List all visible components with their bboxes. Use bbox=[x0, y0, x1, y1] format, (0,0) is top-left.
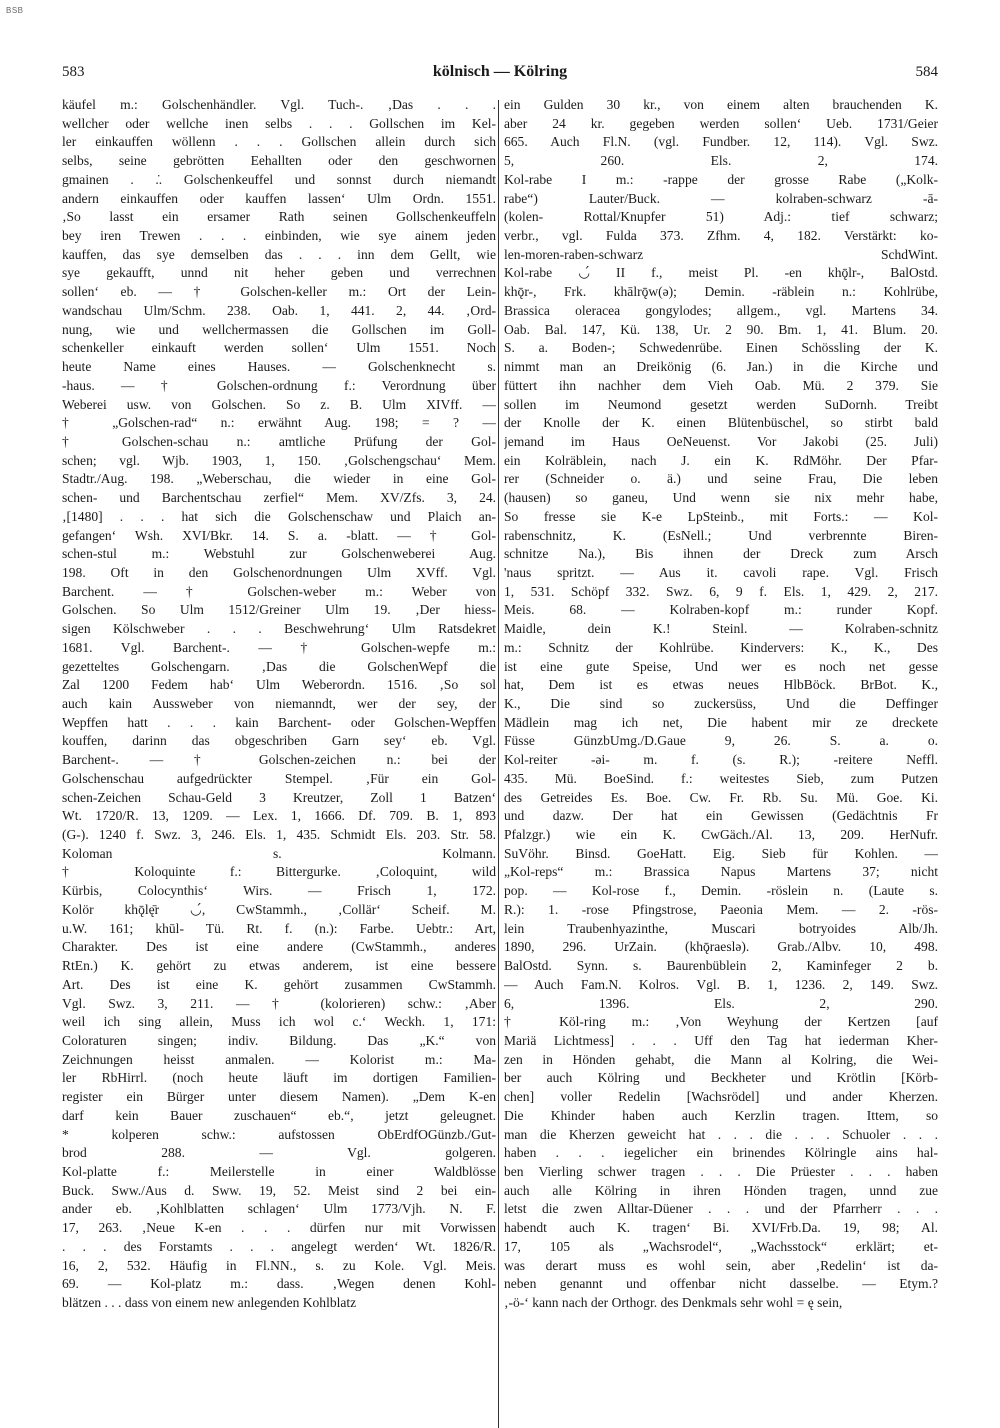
text-line: Art. Des ist eine K. gehört zusammen CwStammh. bbox=[62, 976, 496, 992]
text-line: RtEn.) K. gehört zu etwas anderem, ist eine bessere bbox=[62, 958, 496, 974]
text-line: Golschenschau aufgedrückter Stempel. ‚Für ein Gol- bbox=[62, 770, 496, 786]
text-line: „Kol-reps“ m.: Brassica Napus Martens 37; nicht bbox=[504, 864, 938, 880]
text-line: ler einkauffen wöllenn . . . Gollschen allein durch sich bbox=[62, 134, 496, 150]
text-line: Kol-rabe ◡́ II f., meist Pl. -en khǭlr-, BalOstd. bbox=[504, 265, 938, 281]
text-line: SuVöhr. Binsd. GoeHatt. Eig. Sieb für Kohlen. — bbox=[504, 845, 938, 861]
text-line: sigen Kölschweber . . . Beschwehrung‘ Ulm Ratsdekret bbox=[62, 621, 496, 637]
text-line: ben Vierling schwer tragen . . . Die Prüester . . . haben bbox=[504, 1163, 938, 1179]
text-line: 665. Auch Fl.N. (vgl. Fundber. 12, 114). Vgl. Swz. bbox=[504, 134, 938, 150]
text-line: (hausen) so ganeu, Und wenn sie nix mehr habe, bbox=[504, 490, 938, 506]
text-line: 17, 263. ‚Neue K-en . . . dürfen nur mit Vorwissen bbox=[62, 1220, 496, 1236]
text-line: Mariä Lichtmess] . . . Uff den Tag hat iederman Kher- bbox=[504, 1032, 938, 1048]
text-line: haben . . . iegelicher ein brinendes Kölringle ains hal- bbox=[504, 1145, 938, 1161]
text-line: Buck. Sww./Aus d. Sww. 19, 52. Meist sind 2 bei ein- bbox=[62, 1182, 496, 1198]
text-line: rabe“) Lauter/Buck. — kolraben-schwarz -ā- bbox=[504, 190, 938, 206]
text-line: 16, 2, 532. Häufig in Fl.NN., s. zu Kole. Vgl. Meis. bbox=[62, 1257, 496, 1273]
text-line: nung, wie und wellchermassen die Gollschen im Goll- bbox=[62, 321, 496, 337]
column-divider bbox=[498, 100, 499, 1428]
text-line: rabenschnitz, K. (EsNell.; Und verbrennte Biren- bbox=[504, 527, 938, 543]
text-line: schen; vgl. Wjb. 1903, 1, 150. ‚Golschengschau‘ Mem. bbox=[62, 452, 496, 468]
text-line: Coloraturen singen; indiv. Bildung. Das „K.“ von bbox=[62, 1032, 496, 1048]
text-line: ander eb. ‚Kohlblatten schlagen‘ Ulm 1773/Vjh. N. F. bbox=[62, 1201, 496, 1217]
text-line: Barchent-. — † Golschen-zeichen n.: bei der bbox=[62, 752, 496, 768]
text-line: Charakter. Des ist eine andere (CwStammh., anderes bbox=[62, 939, 496, 955]
text-line: 1890, 296. UrZain. (khǭraeslə). Grab./Albv. 10, 498. bbox=[504, 939, 938, 955]
text-line: rer (Schneider o. ä.) und seine Frau, Die leben bbox=[504, 471, 938, 487]
text-line: Füsse GünzbUmg./D.Gaue 9, 26. S. a. o. bbox=[504, 733, 938, 749]
text-line: andern einkauffen oder kauffen lassen‘ Ulm Ordn. 1551. bbox=[62, 190, 496, 206]
text-line: BalOstd. Synn. s. Baurenbüblein 2, Kaminfeger 2 b. bbox=[504, 958, 938, 974]
text-line: schen-Zeichen Schau-Geld 3 Kreutzer, Zoll 1 Batzen‘ bbox=[62, 789, 496, 805]
text-line: sollen‘ eb. — † Golschen-keller m.: Ort der Lein- bbox=[62, 284, 496, 300]
text-line: aber 24 kr. gegeben werden sollen‘ Ueb. 1731/Geier bbox=[504, 115, 938, 131]
text-line: selbs, seine gebrötten Eehallten oder den geschwornen bbox=[62, 153, 496, 169]
text-line: Die Khinder haben auch Kerzlin tragen. Ittem, so bbox=[504, 1107, 938, 1123]
page-number-right: 584 bbox=[915, 64, 938, 80]
text-line: sye gekaufft, unnd nit heher geben und verrechnen bbox=[62, 265, 496, 281]
text-line: Wepffen hatt . . . kain Barchent- oder Golschen-Wepffen bbox=[62, 714, 496, 730]
text-line: 17, 105 als „Wachsrodel“, „Wachsstock“ erklärt; et- bbox=[504, 1238, 938, 1254]
text-line: wellcher oder wellche inen selbs . . . Gollschen im Kel- bbox=[62, 115, 496, 131]
text-line: ein Gulden 30 kr., von einem alten brauchenden K. bbox=[504, 97, 938, 112]
text-line: Kürbis, Colocynthis‘ Wirs. — Frisch 1, 172. bbox=[62, 883, 496, 899]
text-line: schenkeller einkauft werden sollen‘ Ulm 1551. Noch bbox=[62, 340, 496, 356]
text-line: neben genannt und offenbar nicht dasselbe. — Etym.? bbox=[504, 1276, 938, 1292]
text-line: † „Golschen-rad“ n.: erwähnt Aug. 198; = ? — bbox=[62, 415, 496, 431]
text-line: K., Die sind so zuckersüss, Und die Deffinger bbox=[504, 696, 938, 711]
text-line: Brassica oleracea gongylodes; allgem., vgl. Martens 34. bbox=[504, 302, 938, 318]
text-line: 6, 1396. Els. 2, 290. bbox=[504, 995, 938, 1011]
text-line: * kolperen schw.: aufstossen ObErdfOGünzb./Gut- bbox=[62, 1126, 496, 1142]
text-line: was derart muss es wohl sein, aber ‚Redelin‘ ist da- bbox=[504, 1257, 938, 1273]
text-line: S. a. Boden-; Schwedenrübe. Einen Schössling der K. bbox=[504, 340, 938, 356]
text-line: man die Kherzen geweicht hat . . . die . . . Schuoler . . . bbox=[504, 1126, 938, 1142]
text-line: pop. — Kol-rose f., Demin. -röslein n. (Laute s. bbox=[504, 883, 938, 899]
text-line: gmainen . .̇. Golschenkeuffel und sonnst durch niemandt bbox=[62, 171, 496, 187]
text-line: 1681. Vgl. Barchent-. — † Golschen-wepfe m.: bbox=[62, 639, 496, 655]
text-line: lein Traubenhyazinthe, Muscari botryoides Alb/Jh. bbox=[504, 920, 938, 936]
text-line: schen- und Barchentschau zerfiel“ Mem. XV/Zfs. 3, 24. bbox=[62, 490, 496, 506]
text-line: 69. — Kol-platz m.: dass. ‚Wegen denen Kohl- bbox=[62, 1276, 496, 1292]
text-line: weil ich sing allein, Muss ich wol c.‘ Weckh. 1, 171: bbox=[62, 1014, 496, 1030]
text-line: kauffen, das sye demselben das . . . inn dem Gellt, wie bbox=[62, 246, 496, 262]
text-line: Kol-rabe I m.: -rappe der grosse Rabe („Kolk- bbox=[504, 171, 938, 187]
text-line: — Auch Fam.N. Kolros. Vgl. B. 1, 1236. 2, 149. Swz. bbox=[504, 976, 938, 992]
text-line: Mädlein mag ich net, Die habent mir ze dreckete bbox=[504, 714, 938, 730]
text-line: (kolen- Rottal/Knupfer 51) Adj.: tief schwarz; bbox=[504, 209, 938, 225]
text-line: (G-). 1240 f. Swz. 3, 246. Els. 1, 435. Schmidt Els. 203. Str. 58. bbox=[62, 827, 496, 843]
text-line: Kolör khǭlę̄r ◡́, CwStammh., ‚Collär‘ Scheif. M. bbox=[62, 901, 496, 917]
text-line: kouffen, darinn das obgeschriben Garn sey‘ eb. Vgl. bbox=[62, 733, 496, 749]
text-line: † Koloquinte f.: Bittergurke. ‚Coloquint, wild bbox=[62, 864, 496, 880]
text-line: Zeichnungen heisst anmalen. — Kolorist m.: Ma- bbox=[62, 1051, 496, 1067]
text-line: So fresse sie K-e LpSteinb., mit Forts.: — Kol- bbox=[504, 508, 938, 524]
text-line: heute Name eines Hauses. — Golschenknecht s. bbox=[62, 359, 496, 375]
text-line: nimmt man an Dreikönig (6. Jan.) in die Kirche und bbox=[504, 359, 938, 375]
text-line: Koloman s. Kolmann. bbox=[62, 845, 496, 861]
page-number-left: 583 bbox=[62, 64, 85, 80]
text-line: schnitze Na.), Bis ihnen der Dreck zum Arsch bbox=[504, 546, 938, 562]
text-line: des Getreides Es. Boe. Cw. Fr. Rb. Su. Mü. Goe. Ki. bbox=[504, 789, 938, 805]
text-line: -haus. — † Golschen-ordnung f.: Verordnung über bbox=[62, 377, 496, 393]
text-line: blätzen . . . dass von einem new anlegenden Kohlblatz bbox=[62, 1295, 357, 1310]
text-line: bey iren Trewen . . . einbinden, wie sye ainem jeden bbox=[62, 228, 496, 244]
text-line: Barchent. — † Golschen-weber m.: Weber von bbox=[62, 583, 496, 599]
right-column bbox=[504, 96, 938, 1313]
page-title: kölnisch — Kölring bbox=[432, 63, 568, 80]
text-line: darf kein Bauer zuschauen“ eb.“, jetzt geleugnet. bbox=[62, 1107, 496, 1123]
text-line: auch alle Kölring in ihren Hönden tragen, unnd zue bbox=[504, 1182, 938, 1198]
text-line: Pfalzgr.) wie ein K. CwGäch./Al. 13, 209. HerNufr. bbox=[504, 827, 938, 843]
text-line: Weberei usw. von Golschen. So z. B. Ulm XIVff. — bbox=[62, 396, 496, 412]
text-line: Zal 1200 Fedem hab‘ Ulm Weberordn. 1516. ‚So sol bbox=[62, 677, 496, 693]
text-line: gezetteltes Golschengarn. ‚Das die GolschenWepf die bbox=[62, 658, 496, 674]
text-line: ber auch Kölring und Beckheter und Krötlin [Körb- bbox=[504, 1070, 938, 1086]
text-line: Oab. Bal. 147, Kü. 138, Ur. 2 90. Bm. 1, 41. Blum. 20. bbox=[504, 321, 938, 337]
text-line: † Golschen-schau n.: amtliche Prüfung der Gol- bbox=[62, 433, 496, 449]
text-line: 435. Mü. BoeSind. f.: weitestes Sieb, zum Putzen bbox=[504, 770, 938, 786]
text-line: ‚-ö-‘ kann nach der Orthogr. des Denkmals sehr wohl = ę sein, bbox=[504, 1295, 843, 1310]
text-line: habendt auch K. tragen‘ Bi. XVI/Frb.Da. 19, 98; Al. bbox=[504, 1220, 938, 1236]
text-line: gefangen‘ Wsh. XVI/Bkr. 14. S. a. -blatt. — † Gol- bbox=[62, 527, 496, 543]
text-line: schen-stul m.: Webstuhl zur Golschenweberei Aug. bbox=[62, 546, 496, 562]
text-line: ein Kolräblein, nach J. ein K. RdMöhr. Der Pfar- bbox=[504, 452, 938, 468]
text-line: verbr., vgl. Fulda 373. Zfhm. 4, 182. Verstärkt: ko- bbox=[504, 228, 938, 244]
text-line: zen in Hönden gehabt, die Mann al Kolring, die Wei- bbox=[504, 1051, 938, 1067]
text-line: Vgl. Swz. 3, 211. — † (kolorieren) schw.: ‚Aber bbox=[62, 995, 496, 1011]
text-line: ‚So lasst ein ersamer Rath seinen Gollschenkeuffeln bbox=[62, 209, 496, 225]
text-line: ler RbHirrl. (noch heute läuft im dortigen Familien- bbox=[62, 1070, 496, 1086]
text-line: Maidle, dein K.! Steinl. — Kolraben-schnitz bbox=[504, 621, 938, 637]
text-line: brod 288. — Vgl. golgeren. bbox=[62, 1145, 496, 1161]
text-line: Wt. 1720/R. 13, 1209. — Lex. 1, 1666. Df. 709. B. 1, 893 bbox=[62, 808, 496, 824]
text-line: 5, 260. Els. 2, 174. bbox=[504, 153, 938, 169]
library-stamp: BSB bbox=[6, 6, 24, 15]
text-line: sollen im Neumond gesetzt werden SuDornh. Treibt bbox=[504, 396, 938, 412]
text-line: Kol-reiter -əi- m. f. (s. R.); -reitere Neffl. bbox=[504, 752, 938, 768]
text-line: 1, 531. Schöpf 332. Swz. 6, 9 f. Els. 1, 429. 2, 217. bbox=[504, 583, 938, 599]
text-line: khǭr-, Frk. khālrǭw(ə); Demin. -räblein n.: Kohlrübe, bbox=[504, 284, 938, 300]
text-line: käufel m.: Golschenhändler. Vgl. Tuch-. ‚Das . . . bbox=[62, 97, 496, 112]
text-line: jemand im Haus OeNeuenst. Vor Jakobi (25. Juli) bbox=[504, 433, 938, 449]
text-line: letst die zwen Alltar-Düener . . . und der Pfarrherr . . . bbox=[504, 1201, 938, 1217]
text-line: . . . des Forstamts . . . angelegt werden‘ Wt. 1826/R. bbox=[62, 1238, 496, 1254]
text-line: und dazw. Der hat ein Gewissen (Gedächtnis Fr bbox=[504, 808, 938, 824]
text-line: chen] voller Redelin [Wachsrödel] und ander Kherzen. bbox=[504, 1089, 938, 1105]
text-line: füttert ihn nachher dem Vieh Oab. Mü. 2 379. Sie bbox=[504, 377, 938, 393]
text-line: auch kain Aussweber von niemanndt, wer der sey, der bbox=[62, 696, 496, 711]
left-column bbox=[62, 96, 496, 1313]
text-line: der Knolle der K. einen Blütenbüschel, so stirbt bald bbox=[504, 415, 938, 431]
text-line: 'naus spritzt. — Aus it. cavoli rape. Vgl. Frisch bbox=[504, 564, 938, 580]
text-line: † Köl-ring m.: ‚Von Weyhung der Kertzen [auf bbox=[504, 1014, 938, 1030]
text-line: Meis. 68. — Kolraben-kopf m.: runder Kopf. bbox=[504, 602, 938, 618]
page-header bbox=[62, 62, 938, 86]
text-line: register ein Bürger unter diesem Namen). „Dem K-en bbox=[62, 1089, 496, 1105]
text-line: u.W. 161; khūl- Tü. Rt. f. (n.): Farbe. Uebtr.: Art, bbox=[62, 920, 496, 936]
text-line: len-moren-raben-schwarz SchdWint. bbox=[504, 246, 938, 262]
text-line: Golschen. So Ulm 1512/Greiner Ulm 19. ‚Der hiess- bbox=[62, 602, 496, 618]
text-line: 198. Oft in den Golschenordnungen Ulm XVff. Vgl. bbox=[62, 564, 496, 580]
text-line: wandschau Ulm/Schm. 238. Oab. 1, 441. 2, 44. ‚Ord- bbox=[62, 302, 496, 318]
text-line: ‚[1480] . . . hat sich die Golschenschaw und Plaich an- bbox=[62, 508, 496, 524]
text-line: R.): 1. -rose Pfingstrose, Paeonia Mem. — 2. -rös- bbox=[504, 901, 938, 917]
text-line: m.: Schnitz der Kohlrübe. Kindervers: K., K., Des bbox=[504, 639, 938, 655]
text-line: Stadtr./Aug. 198. „Weberschau, die wieder in eine Gol- bbox=[62, 471, 496, 487]
text-line: Kol-platte f.: Meilerstelle in einer Waldblösse bbox=[62, 1163, 496, 1179]
text-line: hat, Dem ist es etwas neues HlbBöck. BrBot. K., bbox=[504, 677, 938, 693]
text-line: ist eine gute Speise, Und wer es noch net gesse bbox=[504, 658, 938, 674]
